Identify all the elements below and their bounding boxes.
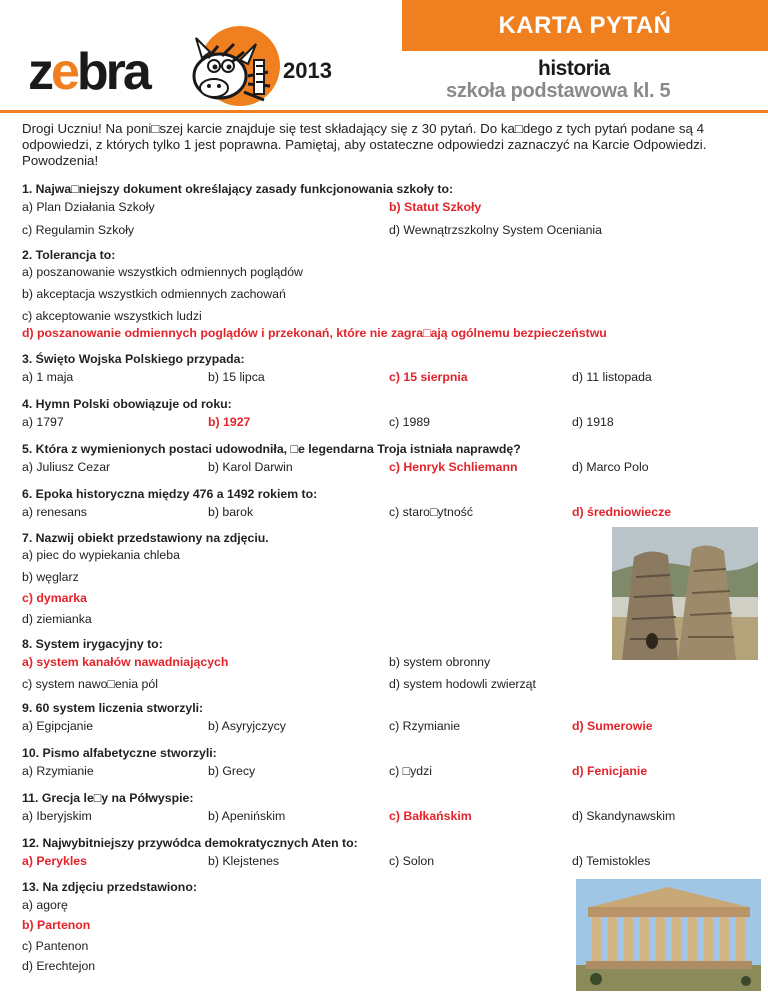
question-1: 1. Najwa□niejszy dokument określający zasady funkcjonowania szkoły to: xyxy=(22,182,454,196)
answer-5b[interactable]: b) Karol Darwin xyxy=(208,460,293,474)
answer-12b[interactable]: b) Klejstenes xyxy=(208,854,280,868)
intro-text: Drogi Uczniu! Na poni□szej karcie znajduje się test składający się z 30 pytań. Do ka□dego z tych pytań podane są 4 odpowiedzi, z których tylko 1 jest poprawna. Pamiętaj, aby ostateczne odpowiedzi zaznaczyć na Karcie Odpowiedzi. Powodzenia! xyxy=(22,121,707,168)
answer-4b[interactable]: b) 1927 xyxy=(208,415,251,429)
answer-7a[interactable]: a) piec do wypiekania chleba xyxy=(22,548,180,562)
answer-3a[interactable]: a) 1 maja xyxy=(22,370,74,384)
answer-1d[interactable]: d) Wewnątrzszkolny System Oceniania xyxy=(389,223,602,237)
header-divider xyxy=(0,110,768,113)
question-12: 12. Najwybitniejszy przywódca demokratycznych Aten to: xyxy=(22,836,358,850)
subject-title: historia xyxy=(538,57,610,80)
photo-parthenon xyxy=(576,879,761,991)
logo-prefix: z xyxy=(28,43,51,101)
answer-9c[interactable]: c) Rzymianie xyxy=(389,719,461,733)
answer-11d[interactable]: d) Skandynawskim xyxy=(572,809,676,823)
answer-13b[interactable]: b) Partenon xyxy=(22,918,91,932)
answer-13c[interactable]: c) Pantenon xyxy=(22,939,89,953)
question-11: 11. Grecja le□y na Półwyspie: xyxy=(22,791,194,805)
answer-11a[interactable]: a) Iberyjskim xyxy=(22,809,92,823)
answer-4a[interactable]: a) 1797 xyxy=(22,415,64,429)
year-label: 2013 xyxy=(283,58,332,83)
answer-5d[interactable]: d) Marco Polo xyxy=(572,460,649,474)
question-9: 9. 60 system liczenia stworzyli: xyxy=(22,701,204,715)
header-banner: KARTA PYTAŃ xyxy=(402,0,768,51)
answer-1c[interactable]: c) Regulamin Szkoły xyxy=(22,223,135,237)
answer-3d[interactable]: d) 11 listopada xyxy=(572,370,652,384)
question-2: 2. Tolerancja to: xyxy=(22,248,116,262)
answer-9d[interactable]: d) Sumerowie xyxy=(572,719,653,733)
answer-12c[interactable]: c) Solon xyxy=(389,854,435,868)
answer-7b[interactable]: b) węglarz xyxy=(22,570,79,584)
answer-8c[interactable]: c) system nawo□enia pól xyxy=(22,677,158,691)
answer-5c[interactable]: c) Henryk Schliemann xyxy=(389,460,518,474)
answer-10d[interactable]: d) Fenicjanie xyxy=(572,764,648,778)
zebra-logo xyxy=(28,43,149,101)
question-8: 8. System irygacyjny to: xyxy=(22,637,163,651)
question-10: 10. Pismo alfabetyczne stworzyli: xyxy=(22,746,217,760)
answer-13a[interactable]: a) agorę xyxy=(22,898,68,912)
answer-4c[interactable]: c) 1989 xyxy=(389,415,431,429)
question-13: 13. Na zdjęciu przedstawiono: xyxy=(22,880,197,894)
answer-6a[interactable]: a) renesans xyxy=(22,505,87,519)
photo-bloomery-furnace xyxy=(612,527,758,660)
answer-12d[interactable]: d) Temistokles xyxy=(572,854,651,868)
answer-6d[interactable]: d) średniowiecze xyxy=(572,505,672,519)
answer-8b[interactable]: b) system obronny xyxy=(389,655,491,669)
answer-10b[interactable]: b) Grecy xyxy=(208,764,256,778)
logo-suffix: bra xyxy=(76,43,149,101)
question-5: 5. Która z wymienionych postaci udowodniła, □e legendarna Troja istniała naprawdę? xyxy=(22,442,521,456)
answer-3b[interactable]: b) 15 lipca xyxy=(208,370,265,384)
school-level: szkoła podstawowa kl. 5 xyxy=(446,80,671,102)
answer-1b[interactable]: b) Statut Szkoły xyxy=(389,200,482,214)
answer-1a[interactable]: a) Plan Działania Szkoły xyxy=(22,200,155,214)
question-4: 4. Hymn Polski obowiązuje od roku: xyxy=(22,397,232,411)
answer-3c[interactable]: c) 15 sierpnia xyxy=(389,370,468,384)
answer-13d[interactable]: d) Erechtejon xyxy=(22,959,96,973)
answer-7c[interactable]: c) dymarka xyxy=(22,591,87,605)
answer-2c[interactable]: c) akceptowanie wszystkich ludzi xyxy=(22,309,202,323)
answer-11c[interactable]: c) Bałkańskim xyxy=(389,809,472,823)
question-3: 3. Święto Wojska Polskiego przypada: xyxy=(22,352,245,366)
answer-2b[interactable]: b) akceptacja wszystkich odmiennych zachowań xyxy=(22,287,286,301)
answer-9b[interactable]: b) Asyryjczycy xyxy=(208,719,286,733)
answer-6b[interactable]: b) barok xyxy=(208,505,254,519)
answer-5a[interactable]: a) Juliusz Cezar xyxy=(22,460,111,474)
answer-6c[interactable]: c) staro□ytność xyxy=(389,505,473,519)
question-7: 7. Nazwij obiekt przedstawiony na zdjęciu. xyxy=(22,531,269,545)
answer-8a[interactable]: a) system kanałów nawadniających xyxy=(22,655,229,669)
answer-2d[interactable]: d) poszanowanie odmiennych poglądów i przekonań, które nie zagra□ają ogólnemu bezpieczeństwu xyxy=(22,326,607,340)
answer-11b[interactable]: b) Apenińskim xyxy=(208,809,286,823)
logo-accent: e xyxy=(51,43,77,101)
answer-7d[interactable]: d) ziemianka xyxy=(22,612,92,626)
answer-2a[interactable]: a) poszanowanie wszystkich odmiennych poglądów xyxy=(22,265,303,279)
answer-9a[interactable]: a) Egipcjanie xyxy=(22,719,94,733)
answer-10a[interactable]: a) Rzymianie xyxy=(22,764,94,778)
question-6: 6. Epoka historyczna między 476 a 1492 rokiem to: xyxy=(22,487,318,501)
answer-4d[interactable]: d) 1918 xyxy=(572,415,614,429)
answer-8d[interactable]: d) system hodowli zwierząt xyxy=(389,677,536,691)
zebra-mascot-icon xyxy=(178,16,282,112)
answer-10c[interactable]: c) □ydzi xyxy=(389,764,432,778)
answer-12a[interactable]: a) Perykles xyxy=(22,854,87,868)
